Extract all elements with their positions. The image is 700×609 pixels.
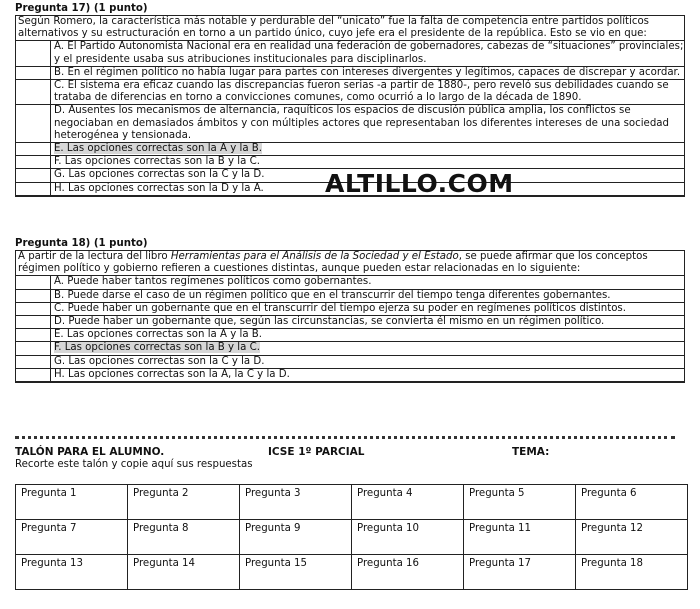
answer-cell[interactable]: Pregunta 16 xyxy=(352,555,464,590)
answer-cell[interactable]: Pregunta 8 xyxy=(128,520,240,555)
answer-cell[interactable]: Pregunta 10 xyxy=(352,520,464,555)
question-17-option-f: F. Las opciones correctas son la B y la C. xyxy=(15,155,685,168)
question-17-option-a: A. El Partido Autonomista Nacional era en realidad una federación de gobernadores, cabezas de “situaciones” provinciales; y el presidente usaba sus atribuciones institucionales para disciplinarlos. xyxy=(15,40,685,65)
highlighted-answer: F. Las opciones correctas son la B y la C. xyxy=(54,342,260,354)
answer-row xyxy=(16,555,688,590)
answer-cell[interactable]: Pregunta 4 xyxy=(352,485,464,520)
question-17-option-g: G. Las opciones correctas son la C y la D. xyxy=(15,168,685,181)
question-18-option-g: G. Las opciones correctas son la C y la D. xyxy=(15,355,685,368)
answer-cell[interactable]: Pregunta 6 xyxy=(576,485,688,520)
answer-cell[interactable]: Pregunta 13 xyxy=(16,555,128,590)
talon-instruction: Recorte este talón y copie aquí sus respuestas xyxy=(15,459,253,470)
answer-cell[interactable]: Pregunta 14 xyxy=(128,555,240,590)
question-18-stem: A partir de la lectura del libro Herramientas para el Análisis de la Sociedad y el Estado, se puede afirmar que los conceptos régimen político y gobierno refieren a cuestiones distintas, aunque pueden estar relacionadas en lo siguiente: xyxy=(15,251,685,275)
question-18-option-f xyxy=(15,341,685,354)
highlighted-answer: E. Las opciones correctas son la A y la B. xyxy=(54,143,263,155)
question-18-option-h: H. Las opciones correctas son la A, la C y la D. xyxy=(15,368,685,381)
answer-row xyxy=(16,485,688,520)
question-18-option-c: C. Puede haber un gobernante que en el transcurrir del tiempo ejerza su poder en regímenes políticos distintos. xyxy=(15,302,685,315)
question-17-title: Pregunta 17) (1 punto) xyxy=(15,3,148,14)
answer-grid xyxy=(15,484,688,590)
book-title: Herramientas para el Análisis de la Sociedad y el Estado xyxy=(170,251,459,262)
question-18-title: Pregunta 18) (1 punto) xyxy=(15,238,148,249)
answer-cell[interactable]: Pregunta 5 xyxy=(464,485,576,520)
question-17-option-b: B. En el régimen político no había lugar para partes con intereses divergentes y legítimos, capaces de discrepar y acordar. xyxy=(15,66,685,79)
question-17-option-h: H. Las opciones correctas son la D y la A. xyxy=(15,182,685,195)
question-18-option-e: E. Las opciones correctas son la A y la B. xyxy=(15,328,685,341)
question-17-option-c: C. El sistema era eficaz cuando las discrepancias fueron serias -a partir de 1880-, pero reveló sus debilidades cuando se trataba de diferencias en torno a convicciones comunes, como ocurrió a lo largo de la década de 1890. xyxy=(15,79,685,104)
question-17-option-e xyxy=(15,142,685,155)
answer-cell[interactable]: Pregunta 7 xyxy=(16,520,128,555)
question-18-option-b: B. Puede darse el caso de un régimen político que en el transcurrir del tiempo tenga diferentes gobernantes. xyxy=(15,289,685,302)
answer-cell[interactable]: Pregunta 11 xyxy=(464,520,576,555)
answer-cell[interactable]: Pregunta 12 xyxy=(576,520,688,555)
answer-cell[interactable]: Pregunta 3 xyxy=(240,485,352,520)
answer-cell[interactable]: Pregunta 9 xyxy=(240,520,352,555)
question-17-option-d: D. Ausentes los mecanismos de alternancia, raquíticos los espacios de discusión pública amplia, los conflictos se negociaban en demasiados ámbitos y con múltiples actores que representaban los diferentes intereses de una sociedad heterogénea y tensionada. xyxy=(15,104,685,142)
talon-course: ICSE 1º PARCIAL xyxy=(268,446,365,458)
question-18-box xyxy=(15,250,685,383)
answer-cell[interactable]: Pregunta 17 xyxy=(464,555,576,590)
answer-cell[interactable]: Pregunta 18 xyxy=(576,555,688,590)
watermark: ALTILLO.COM xyxy=(325,169,514,198)
answer-cell[interactable]: Pregunta 1 xyxy=(16,485,128,520)
cut-line xyxy=(15,436,675,439)
question-17-stem: Según Romero, la característica más notable y perdurable del “unicato” fue la falta de competencia entre partidos políticos alternativos y su estructuración en torno a un partido único, cuyo jefe era el presidente de la república. Esto se vio en que: xyxy=(15,16,685,40)
question-18-option-d: D. Puede haber un gobernante que, según las circunstancias, se convierta él mismo en un régimen político. xyxy=(15,315,685,328)
answer-row xyxy=(16,520,688,555)
talon-tema: TEMA: xyxy=(512,446,550,458)
answer-cell[interactable]: Pregunta 15 xyxy=(240,555,352,590)
talon-title: TALÓN PARA EL ALUMNO. xyxy=(15,446,165,458)
question-18-option-a: A. Puede haber tantos regímenes políticos como gobernantes. xyxy=(15,275,685,288)
answer-cell[interactable]: Pregunta 2 xyxy=(128,485,240,520)
